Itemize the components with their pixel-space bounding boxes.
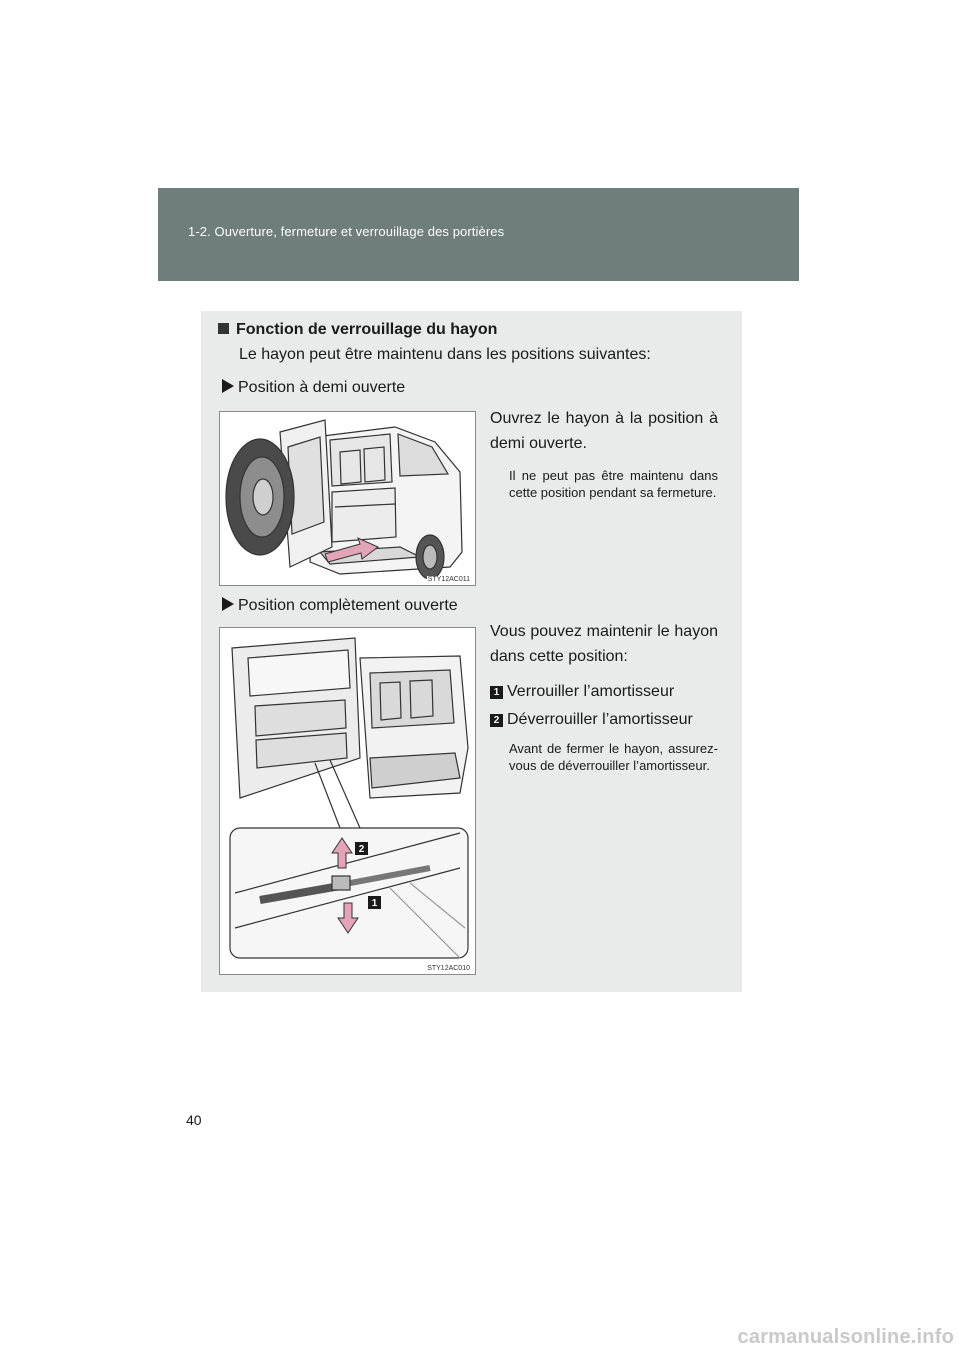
fully-open-instruction: Vous pouvez maintenir le hayon dans cette position: — [490, 623, 718, 665]
triangle-bullet-icon — [222, 597, 234, 611]
step-lock-damper — [490, 680, 718, 704]
position-label-fully-open: Position complètement ouverte — [222, 597, 458, 615]
step-number-badge: 1 — [490, 686, 503, 699]
section-heading — [218, 321, 497, 339]
square-bullet-icon — [218, 323, 229, 334]
position-label-half-open: Position à demi ouverte — [222, 379, 405, 397]
page-number: 40 — [186, 1112, 202, 1128]
section-header-band — [158, 188, 799, 281]
figure-half-open-tailgate — [219, 411, 476, 586]
step-unlock-damper — [490, 708, 718, 732]
intro-text: Le hayon peut être maintenu dans les positions suivantes: — [239, 346, 651, 363]
step-text: Verrouiller l’amortisseur — [507, 683, 675, 700]
step-text: Déverrouiller l’amortisseur — [507, 711, 693, 728]
tailgate-fully-open-illustration — [220, 628, 475, 974]
heading-text: Fonction de verrouillage du hayon — [236, 321, 498, 338]
step-badge-2: 2 — [358, 844, 365, 855]
fully-open-note: Avant de fermer le hayon, assurez-vous de déverrouiller l’amortisseur. — [509, 741, 718, 773]
triangle-bullet-icon — [222, 379, 234, 393]
figure-fully-open-tailgate — [219, 627, 476, 975]
fully-open-text-column — [490, 619, 718, 774]
half-open-text-column — [490, 406, 718, 501]
figure-code: STY12AC010 — [427, 965, 470, 972]
half-open-note: Il ne peut pas être maintenu dans cette position pendant sa fermeture. — [509, 468, 718, 500]
section-title: 1-2. Ouverture, fermeture et verrouillage des portières — [188, 224, 505, 239]
step-number-badge: 2 — [490, 714, 503, 727]
tailgate-half-open-illustration — [220, 412, 475, 585]
watermark: carmanualsonline.info — [737, 1326, 954, 1348]
figure-code: STY12AC011 — [427, 576, 470, 583]
half-open-instruction: Ouvrez le hayon à la position à demi ouverte. — [490, 410, 718, 452]
step-badge-1: 1 — [371, 898, 378, 909]
